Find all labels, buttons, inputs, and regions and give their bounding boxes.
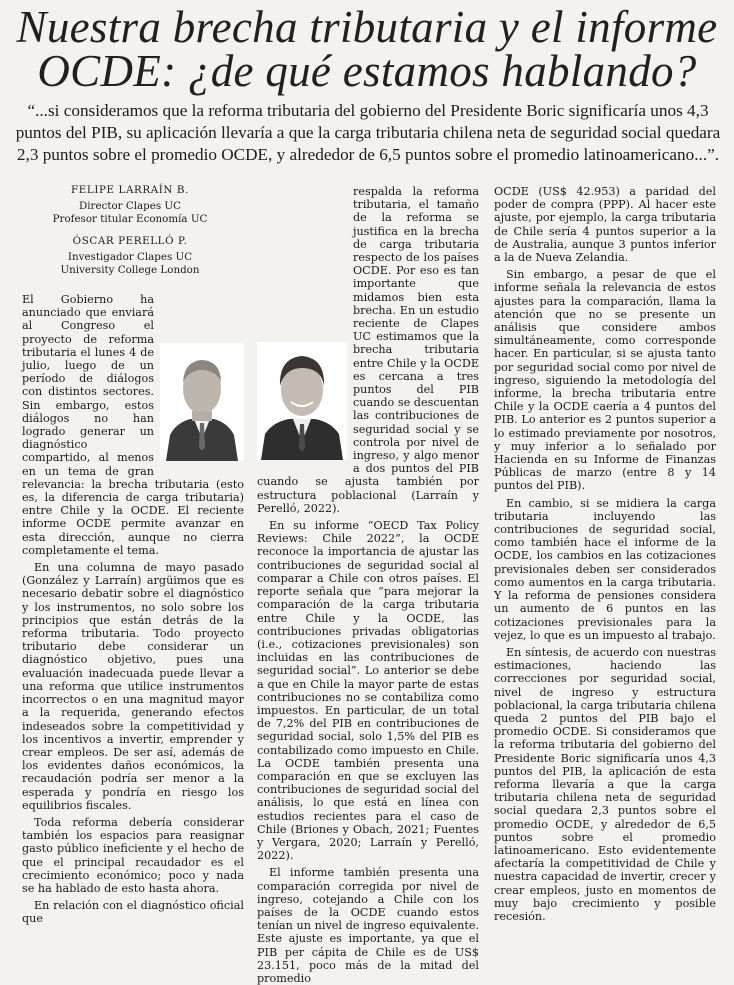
paragraph: OCDE (US$ 42.953) a paridad del poder de compra (PPP). Al hacer este ajuste, por ejemplo, la carga tributaria de Chile sería 4 puntos superior a la de Australia, aunque 3 puntos inferior a la de Nueva Zelandia. <box>494 185 716 265</box>
portrait-photo-icon <box>257 342 347 460</box>
article-column-1 <box>22 293 244 926</box>
portrait-photo-icon <box>160 343 244 461</box>
paragraph: Sin embargo, a pesar de que el informe señala la relevancia de estos ajustes para la comparación, llama la atención que no se presente un análisis que considere ambos simultáneamente, como corresponde hacer. En particular, si se ajusta tanto por seguridad social como por nivel de ingreso, siguiendo la metodología del informe, la brecha tributaria entre Chile y la OCDE caería a 4 puntos del PIB. Lo anterior es 2 puntos superior a lo estimado previamente por nosotros, y muy inferior a lo señalado por Hacienda en su Informe de Finanzas Públicas de marzo (entre 8 y 14 puntos del PIB). <box>494 268 716 493</box>
headline-line-1: Nuestra brecha tributaria y el informe <box>16 2 718 52</box>
paragraph: En síntesis, de acuerdo con nuestras estimaciones, haciendo las correcciones por seguridad social, nivel de ingreso y estructura poblacional, la carga tributaria chilena queda 2 puntos del PIB bajo el promedio OCDE. Si consideramos que la reforma tributaria del gobierno del Presidente Boric significaría unos 4,3 puntos del PIB, la aplicación de esta reforma llevaría a que la carga tributaria chilena neta de seguridad social quedara 2,3 puntos sobre el promedio OCDE, y alrededor de 6,5 puntos sobre el promedio latinoamericano. Esto evidentemente afectaría la competitividad de Chile y nuestra capacidad de invertir, crecer y crear empleos, justo en momentos de muy bajo crecimiento y posible recesión. <box>494 645 716 923</box>
author-role: Investigador Clapes UC <box>67 251 193 263</box>
paragraph: respalda la reforma tributaria, el tamaño de la reforma se justifica en la brecha de carga tributaria respecto de los países OCDE. Por eso es tan importante que midamos bien esta brecha. En un estudio reciente de Clapes UC estimamos que la brecha tributaria entre Chile y la OCDE es cercana a tres puntos del PIB cuando se descuentan las contribuciones de seguridad social y se controla por nivel de ingreso, y algo menor a dos puntos del PIB cuando se ajusta también por estructura poblacional (Larraín y Perelló, 2022). <box>257 185 479 515</box>
paragraph: En su informe “OECD Tax Policy Reviews: Chile 2022”, la OCDE reconoce la importancia de ajustar las contribuciones de seguridad social al comparar a Chile con otros países. El reporte señala que “para mejorar la comparación de la carga tributaria entre Chile y la OCDE, las contribuciones privadas obligatorias (i.e., cotizaciones previsionales) son incluidas en las contribuciones de seguridad social”. Lo anterior se debe a que en Chile la mayor parte de estas contribuciones no se contabiliza como impuestos. En particular, de un total de 7,2% del PIB en contribuciones de seguridad social, solo 1,5% del PIB es contabilizado como impuesto en Chile. La OCDE también presenta una comparación en que se excluyen las contribuciones de seguridad social del análisis, lo que está en línea con estudios recientes para el caso de Chile (Briones y Obach, 2021; Fuentes y Vergara, 2020; Larraín y Perelló, 2022). <box>257 519 479 863</box>
paragraph: En relación con el diagnóstico oficial que <box>22 899 244 926</box>
article-column-3 <box>494 185 716 923</box>
paragraph: En cambio, si se midiera la carga tributaria incluyendo las contribuciones de seguridad social, como también hace el informe de la OCDE, los cambios en las cotizaciones previsionales deben ser considerados como aumentos en la carga tributaria. Y la reforma de pensiones considera un aumento de 6 puntos en las cotizaciones previsionales para la vejez, lo que es un impuesto al trabajo. <box>494 496 716 642</box>
paragraph: Toda reforma debería considerar también los espacios para reasignar gasto público ineficiente y el hecho de que el principal recaudador es el crecimiento económico; poco y nada se ha hablado de esto hasta ahora. <box>22 815 244 895</box>
pull-quote: “...si consideramos que la reforma tributaria del gobierno del Presidente Boric significaría unos 4,3 puntos del PIB, su aplicación llevaría a que la carga tributaria chilena neta de seguridad social quedara 2,3 puntos sobre el promedio OCDE, y alrededor de 6,5 puntos sobre el promedio latinoamericano...”. <box>15 101 721 164</box>
paragraph: El informe también presenta una comparación corregida por nivel de ingreso, cotejando a Chile con los países de la OCDE cuando estos tenían un nivel de ingreso equivalente. Este ajuste es importante, ya que el PIB per cápita de Chile es de US$ 23.151, poco más de la mitad del promedio <box>257 866 479 985</box>
author-role: Director Clapes UC <box>79 200 181 212</box>
author-name: FELIPE LARRAÍN B. <box>71 184 189 196</box>
article-column-2 <box>257 185 479 985</box>
headline-line-2: OCDE: ¿de qué estamos hablando? <box>37 46 697 96</box>
paragraph: En una columna de mayo pasado (González y Larraín) argüimos que es necesario debatir sobre el diagnóstico y los instrumentos, no solo sobre los principios que están detrás de la reforma tributaria. Todo proyecto tributario debe considerar un diagnóstico objetivo, pues una evaluación inadecuada puede llevar a una reforma que utilice instrumentos incorrectos o en una magnitud mayor a la requerida, generando efectos indeseados sobre la competitividad y los incentivos a invertir, emprender y crear empleos. De ser así, además de los evidentes daños económicos, la recaudación podría ser menor a la esperada y pondría en riesgo los equilibrios fiscales. <box>22 561 244 812</box>
author-name: ÓSCAR PERELLÓ P. <box>72 235 188 247</box>
author-1-byline <box>40 184 220 226</box>
author-2-byline <box>40 235 220 277</box>
portrait-2-icon <box>257 342 347 460</box>
paragraph: El Gobierno ha anunciado que enviará al Congreso el proyecto de reforma tributaria el lunes 4 de julio, luego de un período de diálogos con distintos sectores. Sin embargo, estos diálogos no han logrado generar un diagnóstico compartido, al menos en un tema de gran relevancia: la brecha tributaria (esto es, la diferencia de carga tributaria) entre Chile y la OCDE. El reciente informe OCDE permite avanzar en esta dirección, aunque no cierra completamente el tema. <box>22 293 244 557</box>
author-role: Profesor titular Economía UC <box>52 213 208 225</box>
author-role: University College London <box>60 264 200 276</box>
portrait-1-icon <box>160 343 244 461</box>
